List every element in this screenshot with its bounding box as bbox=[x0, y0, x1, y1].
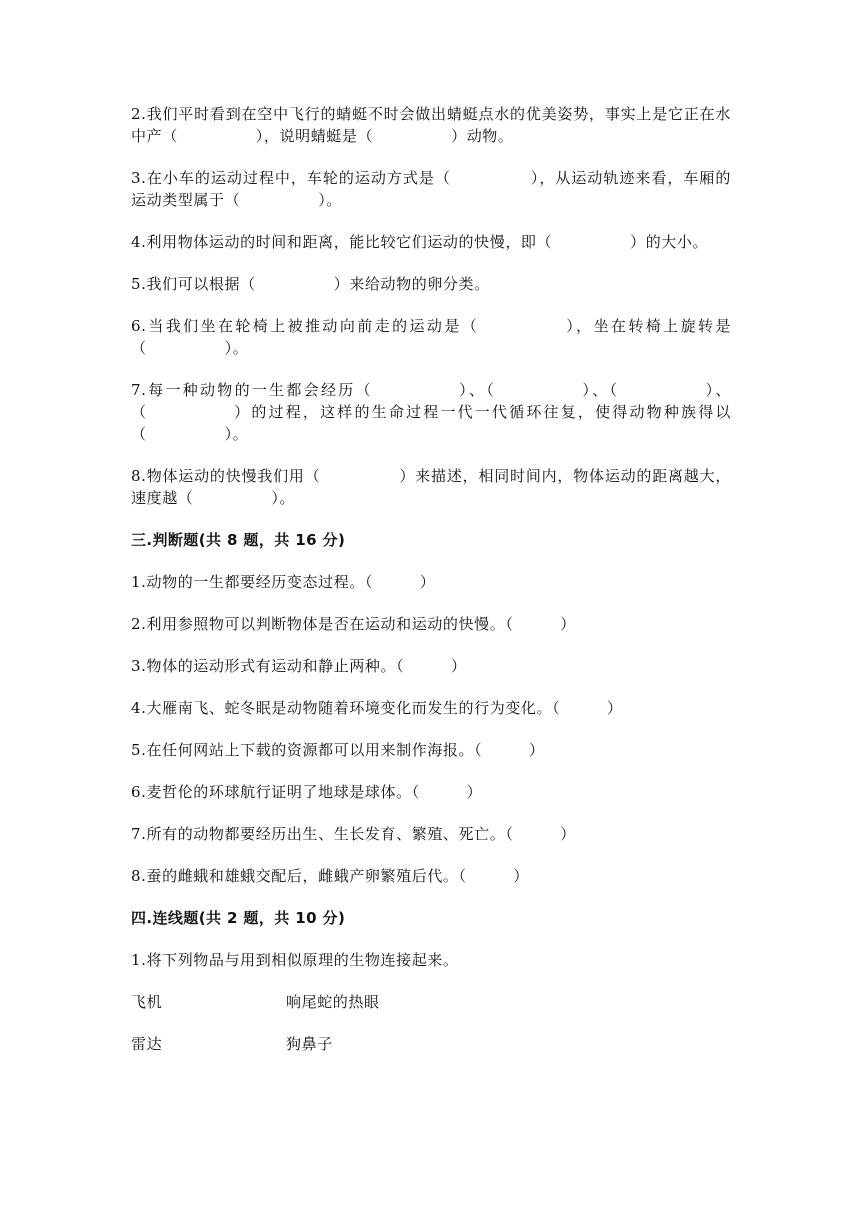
judgment-question-8: 8.蚕的雌蛾和雄蛾交配后，雌蛾产卵繁殖后代。（ ） bbox=[131, 867, 530, 885]
section-heading-matching: 四.连线题(共 2 题，共 10 分) bbox=[131, 909, 346, 927]
exam-content bbox=[131, 103, 731, 1075]
matching-item-right: 狗鼻子 bbox=[286, 1035, 333, 1053]
judgment-question-1: 1.动物的一生都要经历变态过程。（ ） bbox=[131, 573, 436, 591]
matching-row bbox=[131, 1033, 731, 1055]
matching-question-1: 1.将下列物品与用到相似原理的生物连接起来。 bbox=[131, 951, 459, 969]
judgment-question-6: 6.麦哲伦的环球航行证明了地球是球体。（ ） bbox=[131, 783, 483, 801]
judgment-question-4: 4.大雁南飞、蛇冬眠是动物随着环境变化而发生的行为变化。（ ） bbox=[131, 699, 623, 717]
fill-in-question-4: 4.利用物体运动的时间和距离，能比较它们运动的快慢，即（ ）的大小。 bbox=[131, 233, 709, 251]
section-heading-judgment: 三.判断题(共 8 题，共 16 分) bbox=[131, 531, 346, 549]
matching-row bbox=[131, 991, 731, 1013]
matching-item-left: 雷达 bbox=[131, 1035, 163, 1053]
judgment-question-2: 2.利用参照物可以判断物体是否在运动和运动的快慢。（ ） bbox=[131, 615, 576, 633]
fill-in-question-3: 3.在小车的运动过程中，车轮的运动方式是（ ），从运动轨迹来看，车厢的运动类型属于（ ）。 bbox=[131, 169, 731, 209]
fill-in-question-8: 8.物体运动的快慢我们用（ ）来描述，相同时间内，物体运动的距离越大，速度越（ ）。 bbox=[131, 467, 731, 507]
judgment-question-3: 3.物体的运动形式有运动和静止两种。（ ） bbox=[131, 657, 467, 675]
matching-item-left: 飞机 bbox=[131, 993, 163, 1011]
fill-in-question-6: 6.当我们坐在轮椅上被推动向前走的运动是（ ），坐在转椅上旋转是（ ）。 bbox=[131, 317, 731, 357]
matching-item-right: 响尾蛇的热眼 bbox=[286, 993, 380, 1011]
fill-in-question-2: 2.我们平时看到在空中飞行的蜻蜓不时会做出蜻蜓点水的优美姿势，事实上是它正在水中产（ ），说明蜻蜓是（ ）动物。 bbox=[131, 105, 731, 145]
fill-in-question-5: 5.我们可以根据（ ）来给动物的卵分类。 bbox=[131, 275, 490, 293]
judgment-question-7: 7.所有的动物都要经历出生、生长发育、繁殖、死亡。（ ） bbox=[131, 825, 576, 843]
fill-in-question-7: 7.每一种动物的一生都会经历（ ）、（ ）、（ ）、（ ）的过程，这样的生命过程一代一代循环往复，使得动物种族得以（ ）。 bbox=[131, 381, 731, 443]
judgment-question-5: 5.在任何网站上下载的资源都可以用来制作海报。（ ） bbox=[131, 741, 545, 759]
